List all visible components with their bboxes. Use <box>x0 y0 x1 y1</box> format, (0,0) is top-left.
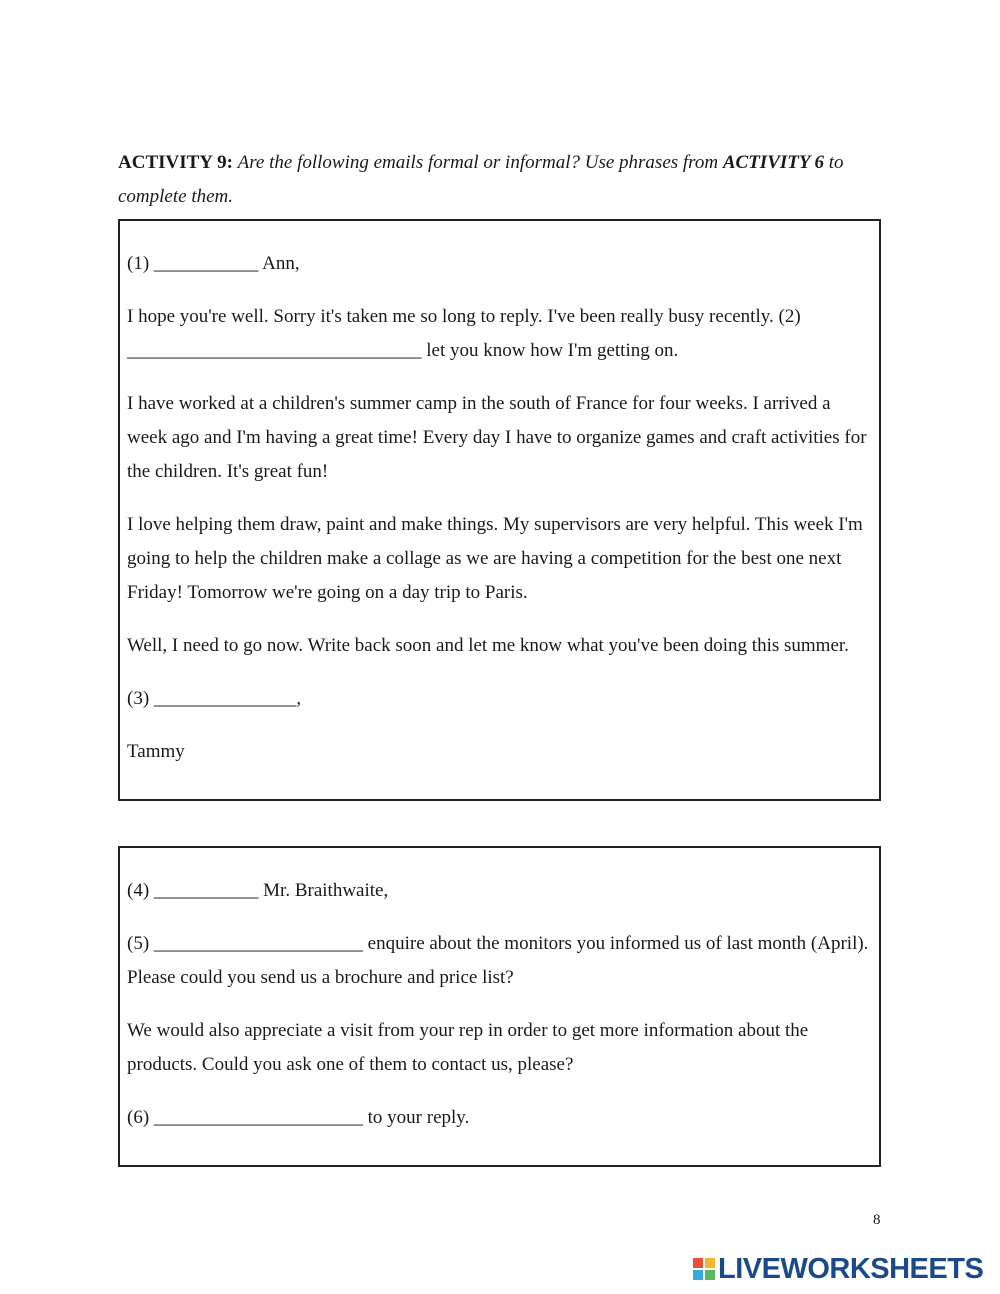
email1-paragraph-1: I hope you're well. Sorry it's taken me so long to reply. I've been really busy recently. (2) _______________________________ let you know how I'm getting on. <box>127 306 801 361</box>
email2-closing: (6) ______________________ to your reply. <box>127 1107 470 1128</box>
formal-email-box <box>118 846 881 1167</box>
email2-paragraph-2: We would also appreciate a visit from your rep in order to get more information about the products. Could you ask one of them to contact us, please? <box>127 1020 809 1075</box>
activity-heading <box>118 146 888 214</box>
email2-paragraph-1: (5) ______________________ enquire about the monitors you informed us of last month (April). Please could you send us a brochure and price list? <box>127 933 869 988</box>
email2-greeting: (4) ___________ Mr. Braithwaite, <box>127 880 389 901</box>
liveworksheets-logo <box>693 1254 983 1284</box>
activity-label: ACTIVITY 9: <box>118 152 233 173</box>
email1-closing: (3) _______________, <box>127 688 302 709</box>
email1-signature: Tammy <box>127 741 185 762</box>
email1-paragraph-4: Well, I need to go now. Write back soon and let me know what you've been doing this summer. <box>127 635 849 656</box>
activity-instruction-part2: to complete them. <box>118 152 844 207</box>
logo-text: LIVEWORKSHEETS <box>718 1252 984 1285</box>
informal-email-box <box>118 219 881 801</box>
liveworksheets-logo-icon <box>693 1258 715 1280</box>
email1-paragraph-3: I love helping them draw, paint and make things. My supervisors are very helpful. This week I'm going to help the children make a collage as we are having a competition for the best one next Friday! Tomorrow we're going on a day trip to Paris. <box>127 514 863 603</box>
page-number: 8 <box>873 1212 881 1228</box>
activity-instruction-part1: Are the following emails formal or informal? Use phrases from <box>237 152 719 173</box>
email1-paragraph-2: I have worked at a children's summer camp in the south of France for four weeks. I arrived a week ago and I'm having a great time! Every day I have to organize games and craft activities for the children. It's great fun! <box>127 393 867 482</box>
email1-greeting: (1) ___________ Ann, <box>127 253 300 274</box>
activity-reference: ACTIVITY 6 <box>722 152 825 173</box>
